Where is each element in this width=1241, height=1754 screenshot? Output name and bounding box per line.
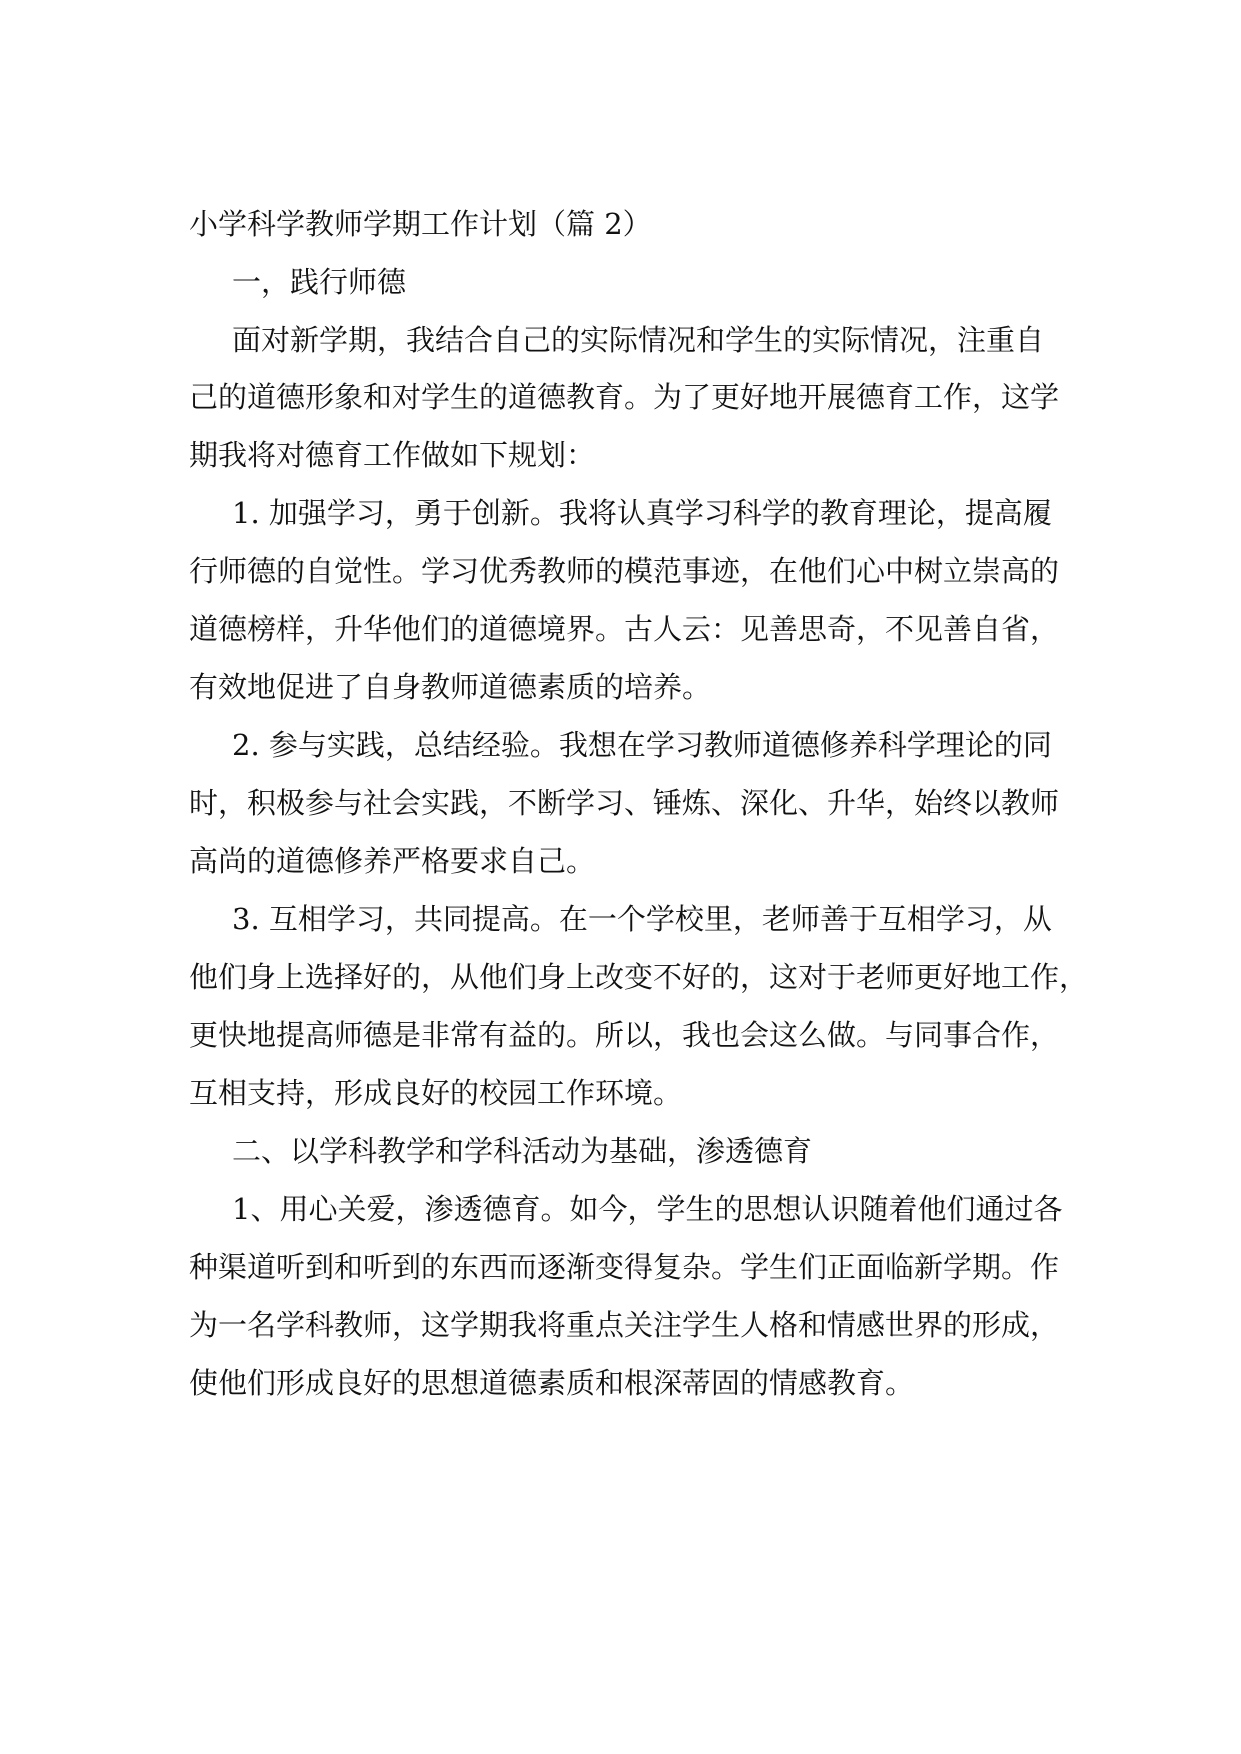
paragraph-line: 时，积极参与社会实践，不断学习、锤炼、深化、升华，始终以教师	[189, 786, 1060, 820]
paragraph-line: 面对新学期，我结合自己的实际情况和学生的实际情况，注重自	[232, 323, 1045, 357]
paragraph-line: 道德榜样，升华他们的道德境界。古人云：见善思奇，不见善自省，	[189, 612, 1060, 646]
paragraph-line: 1、用心关爱，渗透德育。如今，学生的思想认识随着他们通过各	[232, 1192, 1063, 1226]
paragraph-line: 使他们形成良好的思想道德素质和根深蒂固的情感教育。	[189, 1366, 915, 1400]
document-title: 小学科学教师学期工作计划（篇 2）	[189, 207, 652, 241]
paragraph-line: 己的道德形象和对学生的道德教育。为了更好地开展德育工作，这学	[189, 380, 1060, 414]
paragraph-line: 互相支持，形成良好的校园工作环境。	[189, 1076, 683, 1110]
paragraph-line: 期我将对德育工作做如下规划：	[189, 438, 596, 472]
paragraph-line: 更快地提高师德是非常有益的。所以，我也会这么做。与同事合作，	[189, 1018, 1060, 1052]
section-heading-2: 二、以学科教学和学科活动为基础，渗透德育	[232, 1134, 813, 1168]
paragraph-line: 有效地促进了自身教师道德素质的培养。	[189, 670, 712, 704]
paragraph-line: 2. 参与实践，总结经验。我想在学习教师道德修养科学理论的同	[232, 728, 1052, 762]
paragraph-line: 1. 加强学习，勇于创新。我将认真学习科学的教育理论，提高履	[232, 496, 1052, 530]
section-heading-1: 一，践行师德	[232, 265, 407, 299]
paragraph-line: 3. 互相学习，共同提高。在一个学校里，老师善于互相学习，从	[232, 902, 1052, 936]
paragraph-line: 种渠道听到和听到的东西而逐渐变得复杂。学生们正面临新学期。作	[189, 1250, 1060, 1284]
paragraph-line: 行师德的自觉性。学习优秀教师的模范事迹，在他们心中树立崇高的	[189, 554, 1060, 588]
paragraph-line: 他们身上选择好的，从他们身上改变不好的，这对于老师更好地工作，	[189, 960, 1089, 994]
paragraph-line: 为一名学科教师，这学期我将重点关注学生人格和情感世界的形成，	[189, 1308, 1060, 1342]
paragraph-line: 高尚的道德修养严格要求自己。	[189, 844, 596, 878]
